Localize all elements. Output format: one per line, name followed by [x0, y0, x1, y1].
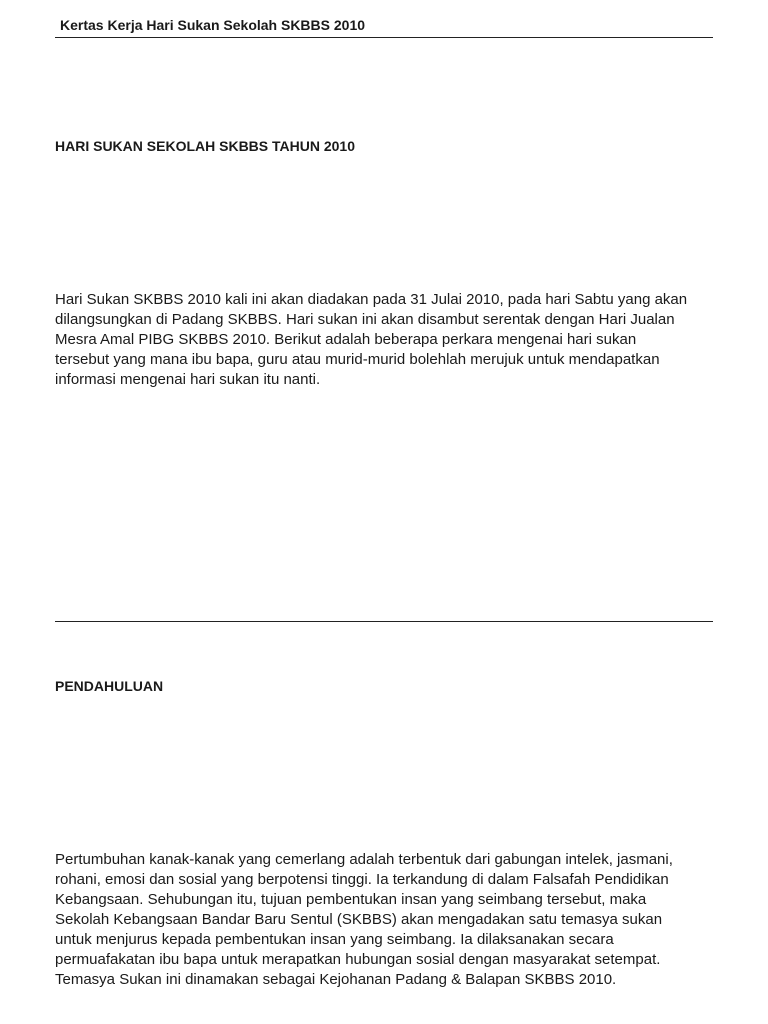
paragraph-line: tersebut yang mana ibu bapa, guru atau murid-murid bolehlah merujuk untuk mendapatkan	[55, 351, 660, 368]
section-heading-pendahuluan: PENDAHULUAN	[55, 678, 164, 694]
intro-paragraph	[55, 290, 715, 390]
paragraph-line: Hari Sukan SKBBS 2010 kali ini akan diadakan pada 31 Julai 2010, pada hari Sabtu yang akan	[55, 291, 688, 308]
paragraph-line: Temasya Sukan ini dinamakan sebagai Kejohanan Padang & Balapan SKBBS 2010.	[55, 971, 617, 988]
paragraph-line: Pertumbuhan kanak-kanak yang cemerlang adalah terbentuk dari gabungan intelek, jasmani,	[55, 851, 673, 868]
paragraph-line: Kebangsaan. Sehubungan itu, tujuan pembentukan insan yang seimbang tersebut, maka	[55, 891, 647, 908]
paragraph-line: Sekolah Kebangsaan Bandar Baru Sentul (SKBBS) akan mengadakan satu temasya sukan	[55, 911, 663, 928]
header-rule	[55, 37, 713, 38]
paragraph-line: Mesra Amal PIBG SKBBS 2010. Berikut adalah beberapa perkara mengenai hari sukan	[55, 331, 637, 348]
paragraph-line: rohani, emosi dan sosial yang berpotensi tinggi. Ia terkandung di dalam Falsafah Pendidikan	[55, 871, 669, 888]
paragraph-line: untuk menjurus kepada pembentukan insan yang seimbang. Ia dilaksanakan secara	[55, 931, 614, 948]
pendahuluan-paragraph	[55, 850, 715, 990]
section-divider	[55, 621, 713, 622]
paragraph-line: dilangsungkan di Padang SKBBS. Hari sukan ini akan disambut serentak dengan Hari Jualan	[55, 311, 675, 328]
running-header: Kertas Kerja Hari Sukan Sekolah SKBBS 2010	[60, 17, 366, 33]
paragraph-line: permuafakatan ibu bapa untuk merapatkan hubungan sosial dengan masyarakat setempat.	[55, 951, 661, 968]
section-heading-title: HARI SUKAN SEKOLAH SKBBS TAHUN 2010	[55, 138, 356, 154]
paragraph-line: informasi mengenai hari sukan itu nanti.	[55, 371, 321, 388]
